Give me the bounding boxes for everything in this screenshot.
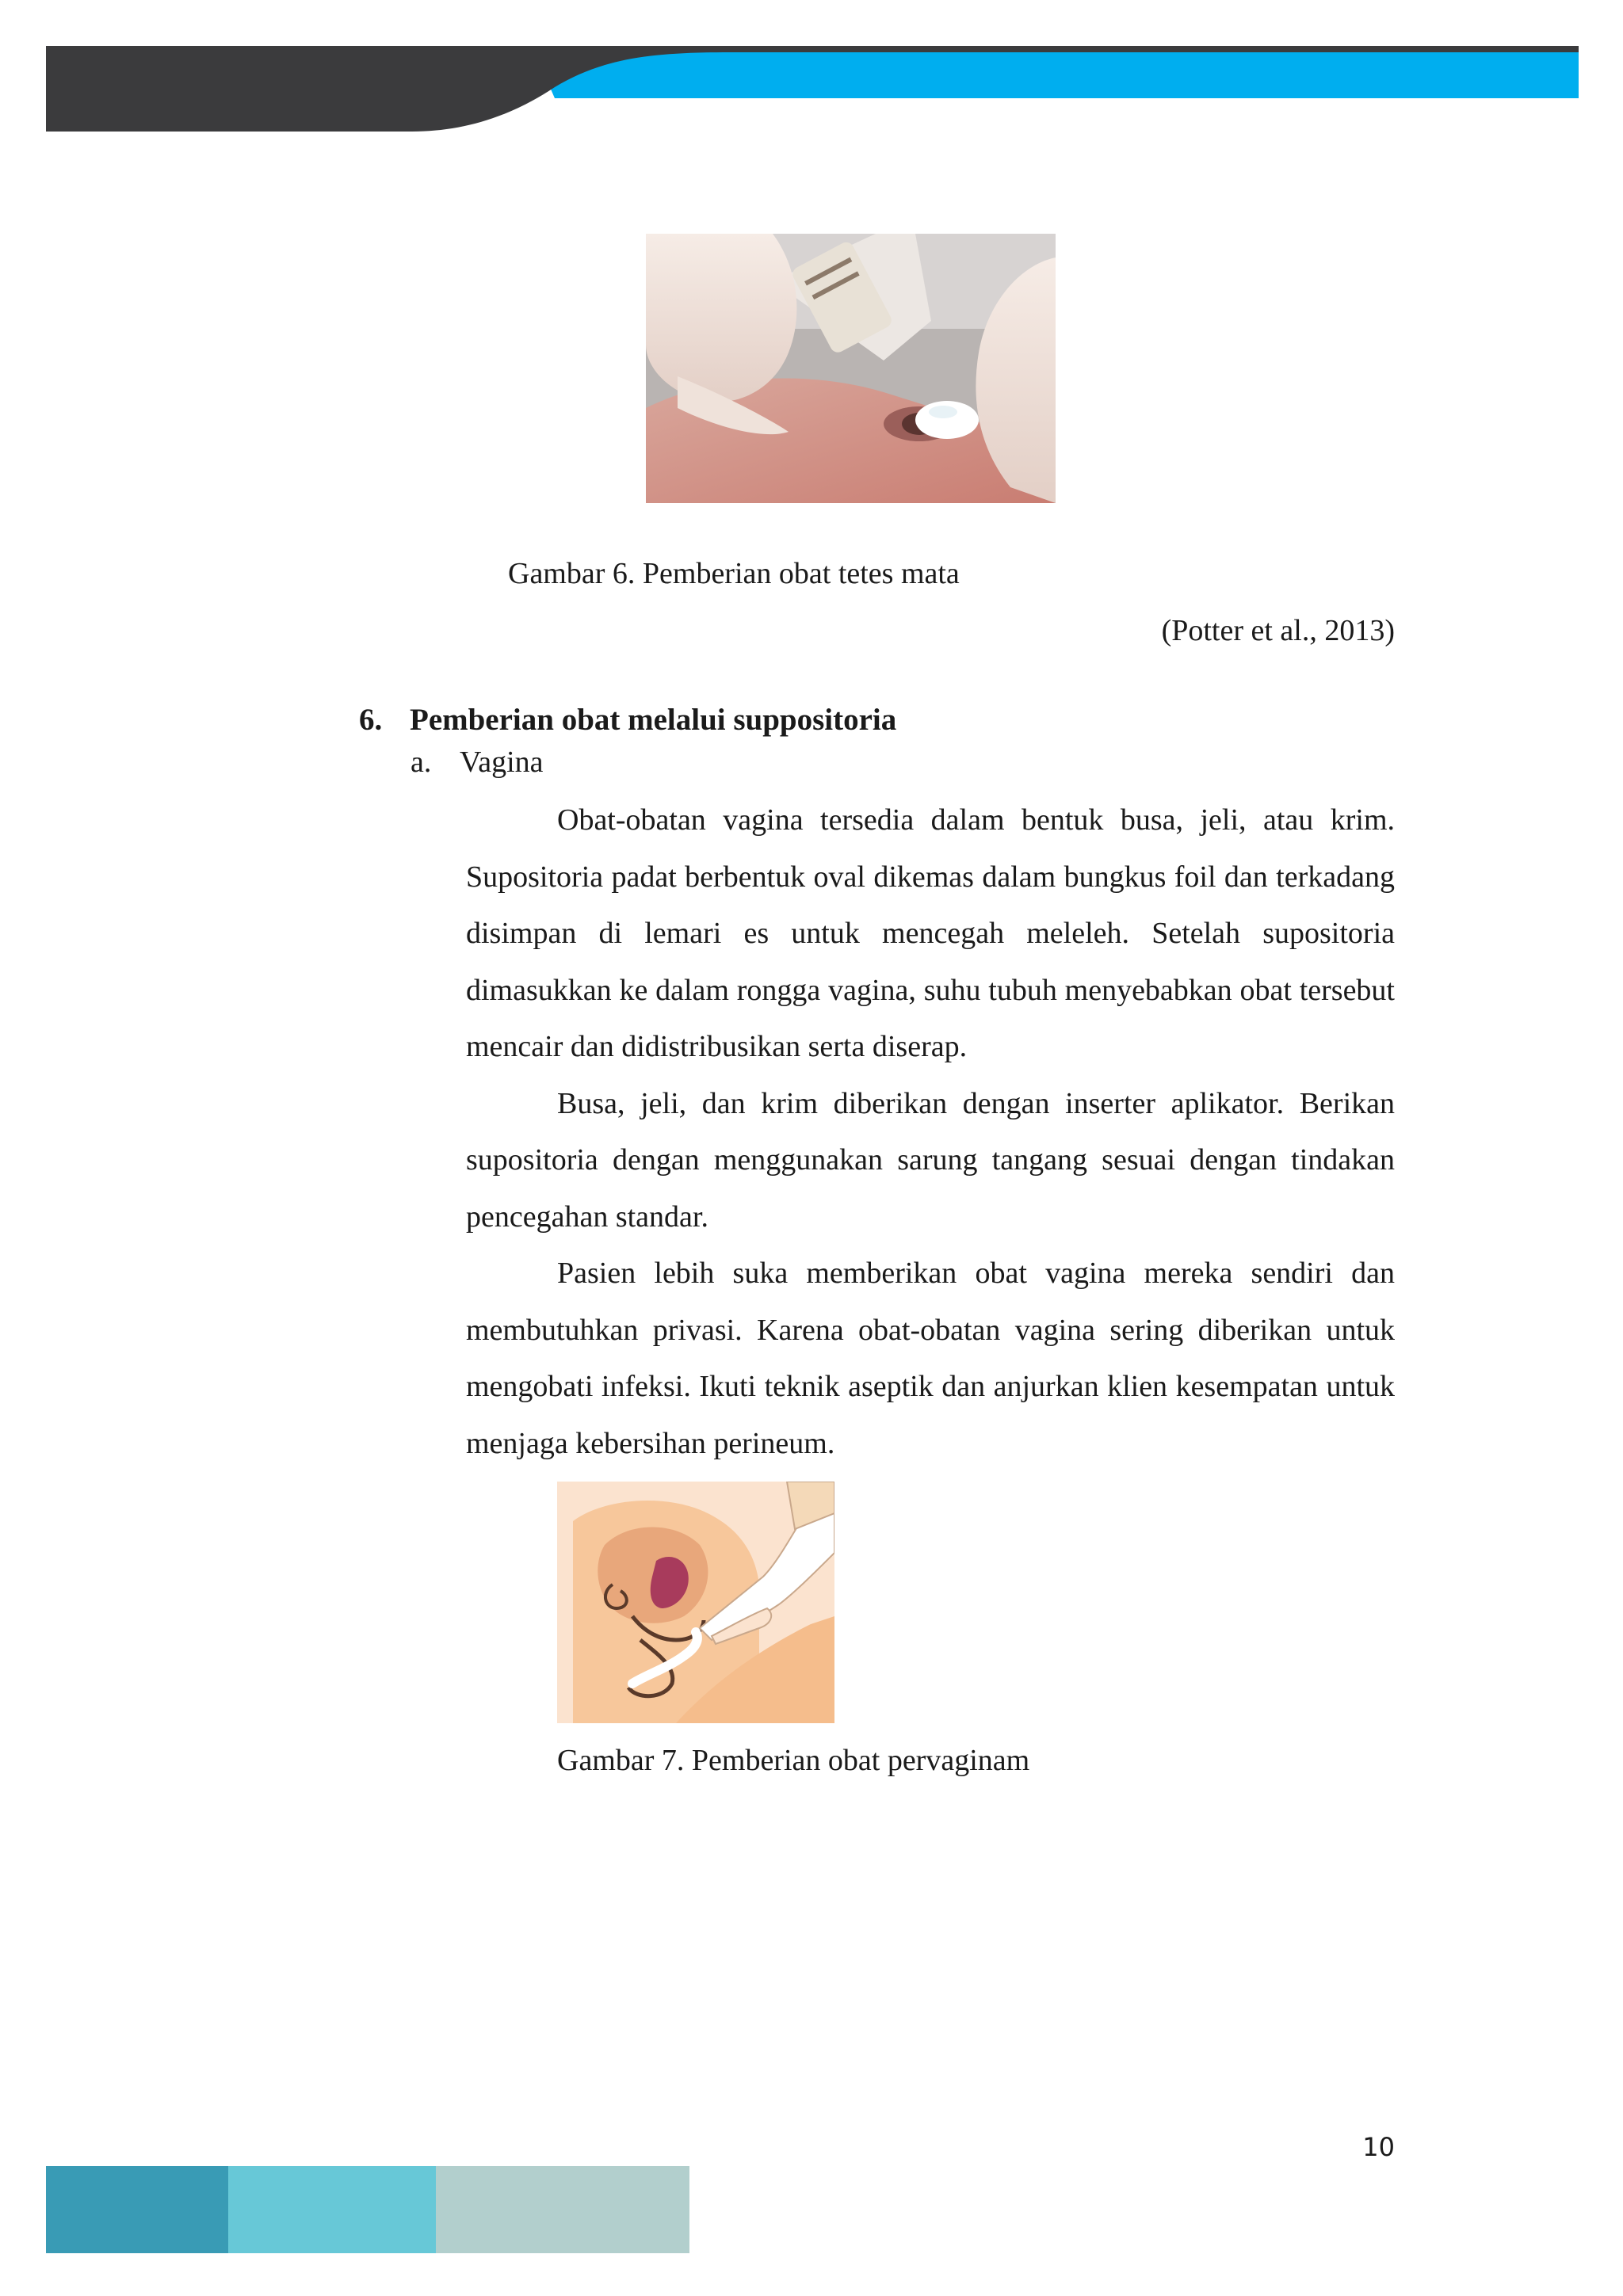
section-title: Pemberian obat melalui suppositoria	[410, 703, 897, 737]
page-number: 10	[1362, 2132, 1395, 2162]
figure-6-citation: (Potter et al., 2013)	[1161, 614, 1395, 647]
section-heading	[359, 700, 896, 740]
footer-segment	[228, 2166, 436, 2253]
subsection-title: Vagina	[460, 746, 544, 779]
figure-7-caption: Gambar 7. Pemberian obat pervaginam	[557, 1744, 1030, 1777]
footer-segment	[46, 2166, 228, 2253]
paragraph: Busa, jeli, dan krim diberikan dengan inserter aplikator. Berikan supositoria dengan menggunakan sarung tangang sesuai dengan tindakan pencegahan standar.	[466, 1086, 1395, 1234]
body-text	[466, 792, 1395, 1472]
subsection-heading	[411, 743, 544, 781]
subsection-letter: a.	[411, 746, 432, 779]
footer-decorative-band	[46, 2166, 689, 2253]
header-decorative-band	[0, 0, 1623, 143]
eye-drop-photo	[646, 234, 1056, 503]
section-number: 6.	[359, 703, 383, 737]
footer-segment	[436, 2166, 689, 2253]
vaginal-medication-illustration	[557, 1482, 834, 1723]
figure-6-caption: Gambar 6. Pemberian obat tetes mata	[508, 557, 960, 590]
paragraph: Pasien lebih suka memberikan obat vagina mereka sendiri dan membutuhkan privasi. Karena obat-obatan vagina sering diberikan untuk mengobati infeksi. Ikuti teknik aseptik dan anjurkan klien kesempatan untuk menjaga kebersihan perineum.	[466, 1257, 1395, 1460]
paragraph: Obat-obatan vagina tersedia dalam bentuk busa, jeli, atau krim. Supositoria padat berbentuk oval dikemas dalam bungkus foil dan terkadang disimpan di lemari es untuk mencegah meleleh. Setelah supositoria dimasukkan ke dalam rongga vagina, suhu tubuh menyebabkan obat tersebut mencair dan didistribusikan serta diserap.	[466, 803, 1395, 1063]
